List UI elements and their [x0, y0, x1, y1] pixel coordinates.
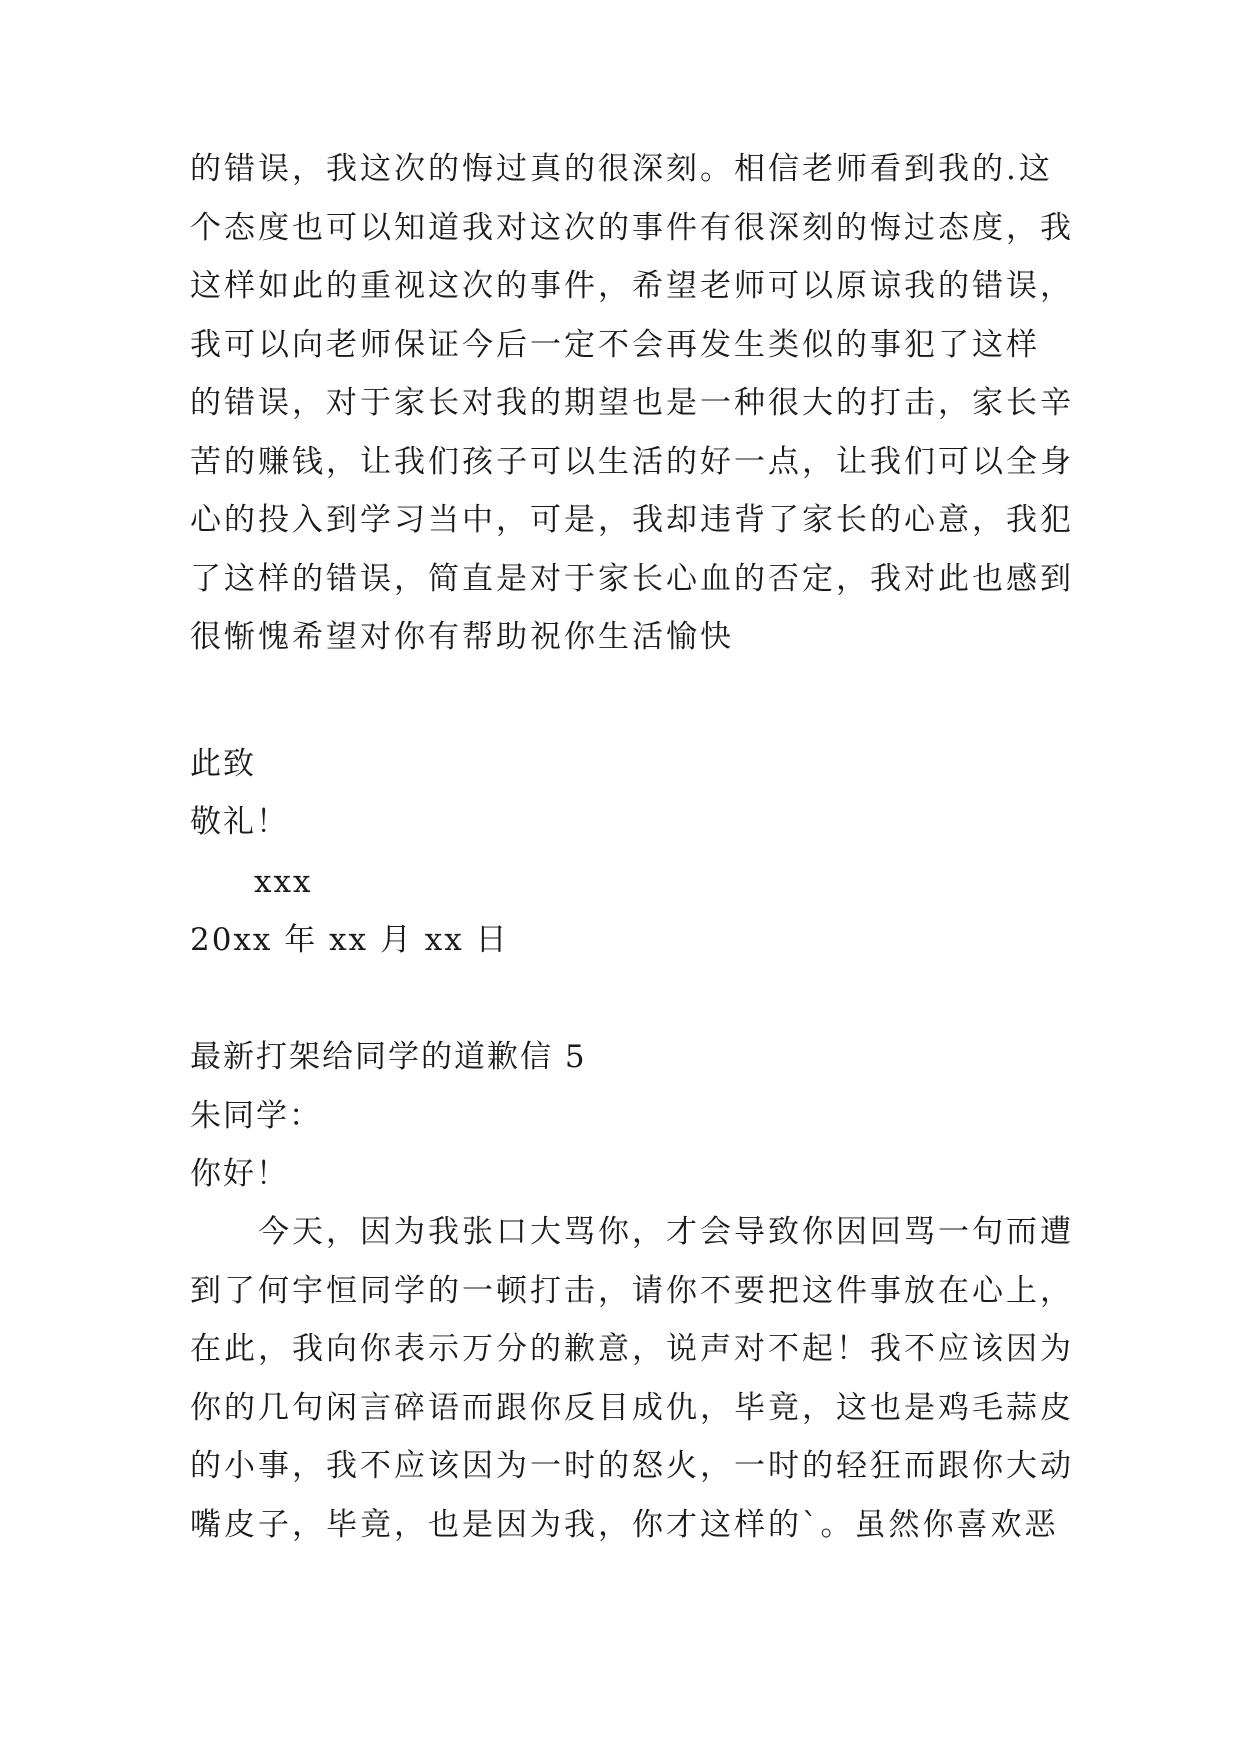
letter-title: 最新打架给同学的道歉信 5	[190, 1039, 587, 1075]
text-line: 苦的赚钱，让我们孩子可以生活的好一点，让我们可以全身	[190, 443, 1074, 480]
text-line: 了这样的错误，简直是对于家长心血的否定，我对此也感到	[190, 560, 1074, 597]
text-line: 你的几句闲言碎语而跟你反目成仇，毕竟，这也是鸡毛蒜皮	[190, 1389, 1074, 1426]
signature: xxx	[254, 864, 313, 900]
closing-line-2: 敬礼！	[190, 804, 289, 840]
text-line: 的小事，我不应该因为一时的怒火，一时的轻狂而跟你大动	[190, 1448, 1074, 1484]
text-line: 个态度也可以知道我对这次的事件有很深刻的悔过态度，我	[190, 209, 1074, 246]
text-line: 我可以向老师保证今后一定不会再发生类似的事犯了这样	[190, 326, 1040, 363]
letter-body	[190, 1203, 1074, 1554]
text-line: 今天，因为我张口大骂你，才会导致你因回骂一句而遭	[190, 1214, 1074, 1250]
text-line: 嘴皮子，毕竟，也是因为我，你才这样的`。虽然你喜欢恶	[190, 1506, 1059, 1543]
salutation: 朱同学：	[190, 1098, 322, 1134]
text-line: 很惭愧希望对你有帮助祝你生活愉快	[190, 619, 734, 655]
paragraph-continued	[190, 140, 1074, 667]
text-line: 心的投入到学习当中，可是，我却违背了家长的心意，我犯	[190, 502, 1074, 538]
text-line: 的错误，对于家长对我的期望也是一种很大的打击，家长辛	[190, 385, 1074, 421]
closing-line-1: 此致	[190, 746, 256, 782]
text-line: 的错误，我这次的悔过真的很深刻。相信老师看到我的.这	[190, 151, 1053, 187]
text-line: 在此，我向你表示万分的歉意，说声对不起！我不应该因为	[190, 1331, 1074, 1367]
greeting: 你好！	[190, 1156, 289, 1192]
text-line: 到了何宇恒同学的一顿打击，请你不要把这件事放在心上，	[190, 1272, 1074, 1309]
date-line: 20xx 年 xx 月 xx 日	[190, 922, 509, 958]
text-line: 这样如此的重视这次的事件，希望老师可以原谅我的错误，	[190, 268, 1074, 304]
